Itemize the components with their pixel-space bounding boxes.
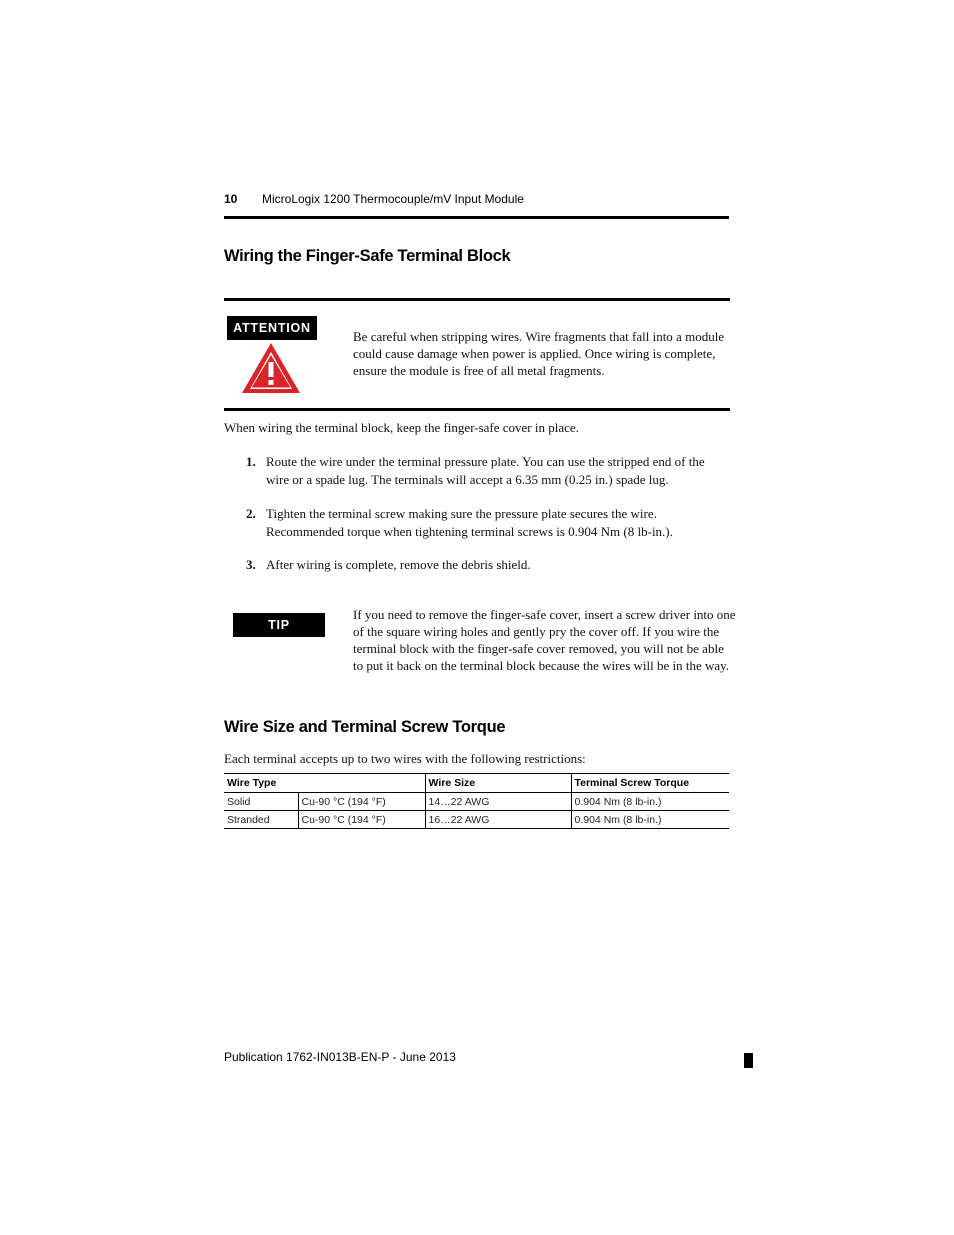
page-header — [224, 192, 729, 219]
header-terminal-screw-torque: Terminal Screw Torque — [571, 774, 729, 793]
table-row — [224, 793, 729, 811]
cell-rating: Cu-90 °C (194 °F) — [298, 793, 425, 811]
tip-line: terminal block with the finger-safe cover removed, you will not be able — [353, 641, 724, 656]
document-title: MicroLogix 1200 Thermocouple/mV Input Module — [262, 192, 524, 206]
step-number: 3. — [246, 557, 256, 572]
step-line: wire or a spade lug. The terminals will accept a 6.35 mm (0.25 in.) spade lug. — [266, 471, 669, 487]
attention-line: Be careful when stripping wires. Wire fragments that fall into a module — [353, 329, 725, 344]
attention-message — [353, 328, 733, 379]
attention-line: ensure the module is free of all metal fragments. — [353, 363, 605, 378]
section-heading-wire-size: Wire Size and Terminal Screw Torque — [224, 718, 506, 736]
table-header-row — [224, 774, 729, 793]
step-line: Tighten the terminal screw making sure the pressure plate secures the wire. — [266, 506, 657, 521]
header-wire-type: Wire Type — [224, 774, 425, 793]
page-number: 10 — [224, 192, 238, 206]
section-heading-wiring: Wiring the Finger-Safe Terminal Block — [224, 247, 511, 265]
tip-line: to put it back on the terminal block because the wires will be in the way. — [353, 658, 730, 673]
cell-wire-type: Stranded — [224, 811, 298, 829]
cell-torque: 0.904 Nm (8 lb-in.) — [571, 793, 729, 811]
wire-size-intro: Each terminal accepts up to two wires with the following restrictions: — [224, 751, 586, 766]
attention-top-rule — [224, 298, 730, 301]
cell-rating: Cu-90 °C (194 °F) — [298, 811, 425, 829]
tip-message — [353, 606, 743, 674]
tip-line: If you need to remove the finger-safe cover, insert a screw driver into one — [353, 607, 736, 622]
tip-line: of the square wiring holes and gently pry the cover off. If you wire the — [353, 624, 720, 639]
step-number: 2. — [246, 506, 256, 521]
step-text — [266, 505, 716, 540]
warning-triangle-icon — [241, 342, 301, 394]
step-text — [266, 453, 716, 488]
wire-spec-table — [224, 773, 729, 829]
attention-bottom-rule — [224, 408, 730, 411]
attention-line: could cause damage when power is applied. Once wiring is complete, — [353, 346, 716, 361]
publication-footer: Publication 1762-IN013B-EN-P - June 2013 — [224, 1050, 456, 1064]
page-edge-marker — [744, 1053, 753, 1068]
cell-wire-type: Solid — [224, 793, 298, 811]
attention-badge: ATTENTION — [227, 316, 317, 340]
cell-wire-size: 14…22 AWG — [425, 793, 571, 811]
cell-wire-size: 16…22 AWG — [425, 811, 571, 829]
step-line: Recommended torque when tightening terminal screws is 0.904 Nm (8 lb-in.). — [266, 523, 673, 539]
step-line: After wiring is complete, remove the debris shield. — [266, 557, 531, 572]
step-line: Route the wire under the terminal pressure plate. You can use the stripped end of the — [266, 454, 705, 469]
wiring-intro: When wiring the terminal block, keep the finger-safe cover in place. — [224, 420, 579, 435]
step-number: 1. — [246, 454, 256, 469]
tip-badge: TIP — [233, 613, 325, 637]
step-text — [266, 556, 716, 574]
cell-torque: 0.904 Nm (8 lb-in.) — [571, 811, 729, 829]
header-wire-size: Wire Size — [425, 774, 571, 793]
table-row — [224, 811, 729, 829]
